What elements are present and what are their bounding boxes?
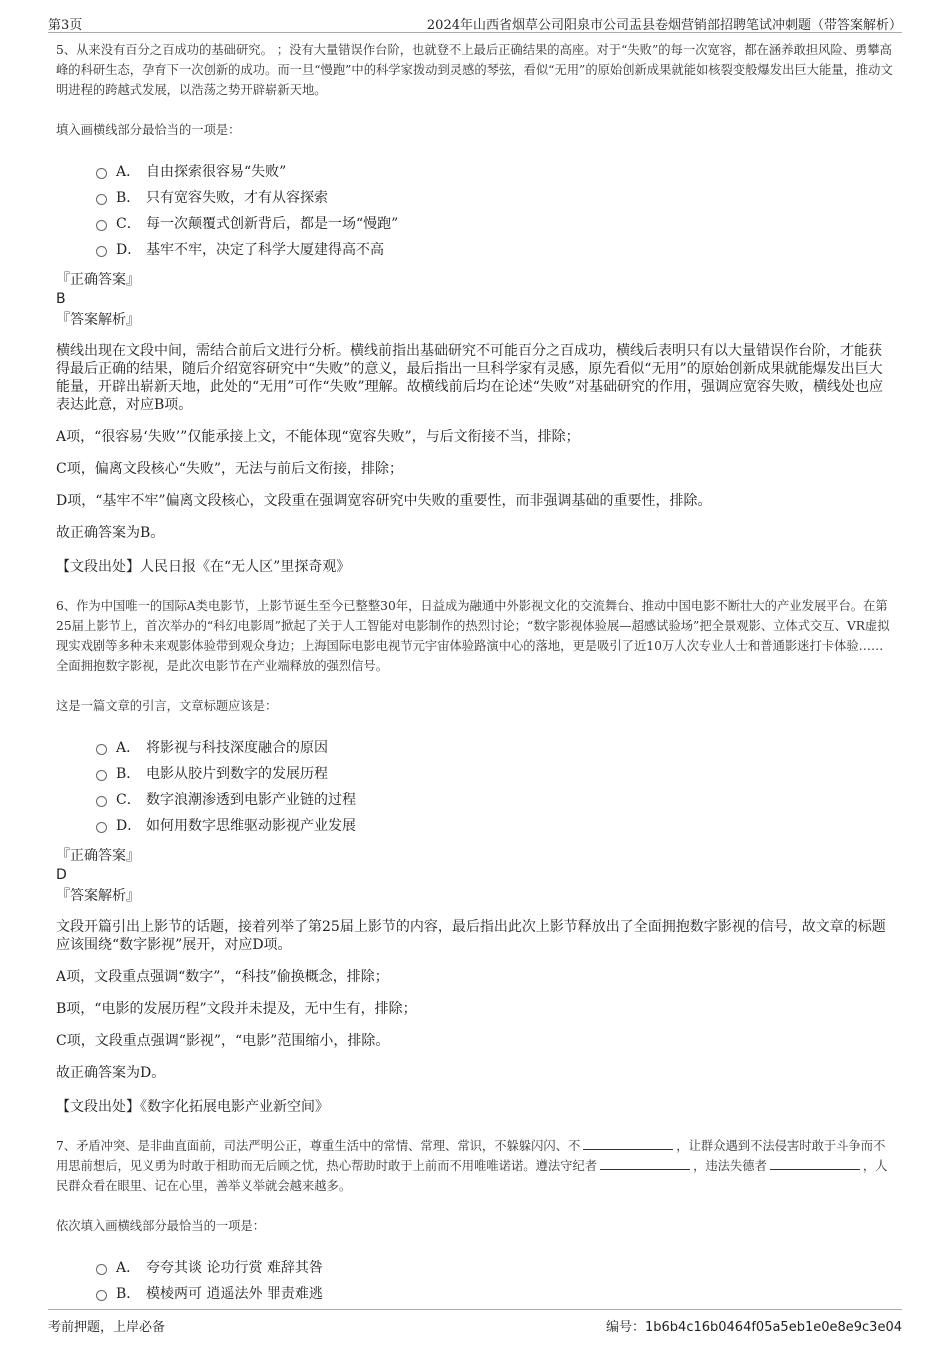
- analysis-paragraph: B项，“电影的发展历程”文段并未提及，无中生有，排除；: [56, 1001, 417, 1017]
- question-stem: 7、矛盾冲突、是非曲直面前，司法严明公正，尊重生活中的常情、常理、常识，不躲躲闪闪、不 ，让群众遇到不法侵害时敢于斗争而不用思前想后，见义勇为时敢于相助而无后顾之忧，热心帮助时敢于上前而不用唯唯诺诺。遵法守纪者 ，违法失德者 ，人民群众看在眼里、记在心里，善举义举就会越来越多。: [56, 1139, 888, 1193]
- radio-button[interactable]: [96, 168, 107, 179]
- fill-blank: [770, 1157, 860, 1170]
- analysis-paragraph: 横线出现在文段中间，需结合前后文进行分析。横线前指出基础研究不可能百分之百成功，横线后表明只有以大量错误作台阶，才能获得最后正确的结果，随后介绍宽容研究中“失败”的意义，最后指出一旦科学家有灵感，原先看似“无用”的原始创新成果就能爆发出巨大能量，开辟出崭新天地，此处的“无用”可作“失败”理解。故横线前后均在论述“失败”对基础研究的作用，强调应宽容失败，横线处也应表达此意，对应B项。: [56, 343, 883, 413]
- radio-button[interactable]: [96, 1264, 107, 1275]
- page-number: 第3页: [48, 18, 83, 33]
- option-list: [96, 1254, 894, 1306]
- radio-button[interactable]: [96, 822, 107, 833]
- option-a[interactable]: A． 自由探索很容易“失败”: [96, 158, 894, 184]
- question-prompt: 填入画横线部分最恰当的一项是：: [56, 123, 241, 137]
- question-7: [56, 1136, 894, 1306]
- correct-answer: B: [56, 291, 66, 307]
- footer-slogan: 考前押题，上岸必备: [48, 1320, 166, 1335]
- question-prompt: 依次填入画横线部分最恰当的一项是：: [56, 1219, 266, 1233]
- radio-button[interactable]: [96, 744, 107, 755]
- question-stem: 5、从来没有百分之百成功的基础研究。 ；没有大量错误作台阶，也就登不上最后正确结果的高座。对于“失败”的每一次宽容，都在涵养敢担风险、勇攀高峰的科研生态，孕育下一次创新的成功。而一旦“慢跑”中的科学家拨动到灵感的琴弦，看似“无用”的原始创新成果就能如核裂变般爆发出巨大能量，推动文明进程的跨越式发展，以浩荡之势开辟崭新天地。: [56, 43, 893, 97]
- option-b[interactable]: B． 电影从胶片到数字的发展历程: [96, 760, 894, 786]
- option-c[interactable]: C． 数字浪潮渗透到电影产业链的过程: [96, 786, 894, 812]
- option-d[interactable]: D． 基牢不牢，决定了科学大厦建得高不高: [96, 236, 894, 262]
- radio-button[interactable]: [96, 194, 107, 205]
- question-6: [56, 596, 894, 1116]
- answer-heading: 『正确答案』: [56, 272, 140, 288]
- option-b[interactable]: B． 只有宽容失败，才有从容探索: [96, 184, 894, 210]
- analysis-heading: 『答案解析』: [56, 312, 140, 328]
- fill-blank: [600, 1157, 690, 1170]
- page-header: [48, 10, 902, 33]
- analysis-paragraph: D项，“基牢不牢”偏离文段核心，文段重在强调宽容研究中失败的重要性，而非强调基础的重要性，排除。: [56, 493, 712, 509]
- question-prompt: 这是一篇文章的引言，文章标题应该是：: [56, 699, 278, 713]
- option-a[interactable]: A． 将影视与科技深度融合的原因: [96, 734, 894, 760]
- answer-heading: 『正确答案』: [56, 848, 140, 864]
- radio-button[interactable]: [96, 1290, 107, 1301]
- analysis-paragraph: 故正确答案为D。: [56, 1065, 166, 1081]
- radio-button[interactable]: [96, 770, 107, 781]
- radio-button[interactable]: [96, 246, 107, 257]
- option-a[interactable]: A． 夸夸其谈 论功行赏 难辞其咎: [96, 1254, 894, 1280]
- source-note: 【文段出处】《数字化拓展电影产业新空间》: [56, 1099, 329, 1115]
- source-note: 【文段出处】人民日报《在“无人区”里探奇观》: [56, 559, 351, 575]
- analysis-paragraph: C项，文段重点强调“影视”，“电影”范围缩小，排除。: [56, 1033, 390, 1049]
- document-title: 2024年山西省烟草公司阳泉市公司盂县卷烟营销部招聘笔试冲刺题（带答案解析）: [426, 18, 902, 33]
- option-c[interactable]: C． 每一次颠覆式创新背后，都是一场“慢跑”: [96, 210, 894, 236]
- fill-blank: [583, 1137, 673, 1150]
- page-footer: [48, 1309, 902, 1334]
- main-content: [56, 40, 894, 1306]
- question-stem: 6、作为中国唯一的国际A类电影节，上影节诞生至今已整整30年，日益成为融通中外影视文化的交流舞台、推动中国电影不断壮大的产业发展平台。在第25届上影节上，首次举办的“科幻电影周”掀起了关于人工智能对电影制作的热烈讨论；“数字影视体验展—超感试验场”把全景观影、立体式交互、VR虚拟现实戏剧等多种未来观影体验带到观众身边；上海国际电影电视节元宇宙体验路演中心的落地，更是吸引了近10万人次专业人士和普通影迷打卡体验……全面拥抱数字影视，是此次电影节在产业端释放的强烈信号。: [56, 599, 890, 673]
- question-5: [56, 40, 894, 576]
- analysis-paragraph: C项，偏离文段核心“失败”，无法与前后文衔接，排除；: [56, 461, 404, 477]
- analysis-heading: 『答案解析』: [56, 888, 140, 904]
- radio-button[interactable]: [96, 796, 107, 807]
- correct-answer: D: [56, 867, 67, 883]
- option-list: [96, 734, 894, 838]
- option-b[interactable]: B． 模棱两可 逍遥法外 罪责难逃: [96, 1280, 894, 1306]
- analysis-paragraph: 文段开篇引出上影节的话题，接着列举了第25届上影节的内容，最后指出此次上影节释放出了全面拥抱数字影视的信号，故文章的标题应该围绕“数字影视”展开，对应D项。: [56, 919, 886, 953]
- radio-button[interactable]: [96, 220, 107, 231]
- analysis-paragraph: A项，“很容易‘失败’”仅能承接上文，不能体现“宽容失败”，与后文衔接不当，排除；: [56, 429, 580, 445]
- analysis-paragraph: A项，文段重点强调“数字”，“科技”偷换概念，排除；: [56, 969, 389, 985]
- option-d[interactable]: D． 如何用数字思维驱动影视产业发展: [96, 812, 894, 838]
- option-list: [96, 158, 894, 262]
- analysis-paragraph: 故正确答案为B。: [56, 525, 165, 541]
- document-code: 编号：1b6b4c16b0464f05a5eb1e0e8e9c3e04: [605, 1320, 902, 1335]
